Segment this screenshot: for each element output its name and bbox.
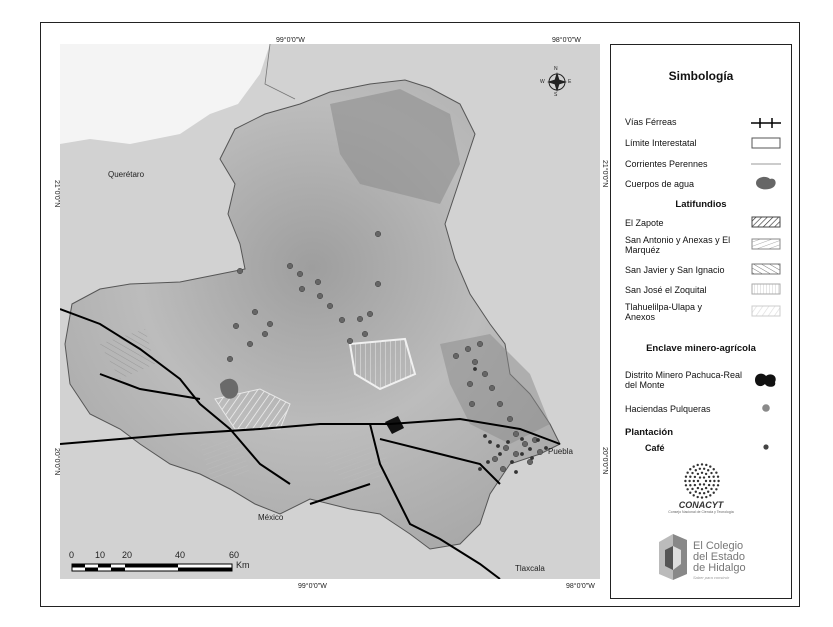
hacienda-point: [477, 341, 483, 347]
legend-limite-label: Límite Interestatal: [625, 138, 697, 148]
stream-symbol-icon: [751, 161, 781, 167]
hacienda-point: [375, 281, 381, 287]
zapote-pattern-icon: [751, 216, 781, 228]
colegio-tagline: Saber para construir: [693, 575, 730, 580]
scale-bar: [72, 564, 232, 571]
scale-label: 0: [69, 550, 75, 560]
coord-left-top: 21°0'0"N: [53, 180, 60, 208]
hacienda-point: [327, 303, 333, 309]
hacienda-point: [507, 416, 513, 422]
legend-cafe-label: Café: [645, 443, 665, 453]
legend-vias-label: Vías Férreas: [625, 117, 677, 127]
cafe-point: [483, 434, 487, 438]
conacyt-logo-text: CONACYT: [678, 500, 724, 510]
hacienda-point: [500, 466, 506, 472]
legend-san-jose-label: San José el Zoquital: [625, 285, 707, 295]
legend-san-javier-label: San Javier y San Ignacio: [625, 265, 725, 275]
coord-top-left: 99°0'0"W: [276, 37, 305, 44]
cafe-point: [530, 456, 534, 460]
conacyt-tagline: Consejo Nacional de Ciencia y Tecnología: [668, 510, 734, 514]
legend-title: Simbología: [668, 69, 734, 83]
map-canvas: [60, 44, 600, 579]
legend-panel: [610, 44, 792, 599]
hacienda-point: [527, 459, 533, 465]
coord-right-top: 21°0'0"N: [601, 160, 608, 188]
cafe-point: [486, 460, 490, 464]
hacienda-point: [252, 309, 258, 315]
hacienda-point: [297, 271, 303, 277]
legend-haciendas-label: Haciendas Pulqueras: [625, 404, 711, 414]
hacienda-point: [362, 331, 368, 337]
legend-latifundios-heading: Latifundios: [675, 199, 727, 210]
san-antonio-pattern-icon: [751, 238, 781, 250]
cafe-point: [478, 467, 482, 471]
cafe-dot-icon: [762, 443, 770, 451]
hacienda-point: [489, 385, 495, 391]
label-mexico: México: [258, 513, 284, 522]
tlahuelilpa-pattern-icon: [751, 305, 781, 317]
map-area: [60, 44, 600, 579]
hacienda-point: [453, 353, 459, 359]
scale-label: 10: [95, 550, 106, 560]
label-puebla: Puebla: [548, 447, 573, 456]
compass-n: N: [554, 66, 558, 72]
scale-label: 20: [122, 550, 133, 560]
cafe-point: [473, 367, 477, 371]
coord-left-bottom: 20°0'0"N: [53, 448, 60, 476]
coord-bottom-left: 99°0'0"W: [298, 583, 327, 590]
hacienda-point: [375, 231, 381, 237]
legend-tlahuelilpa-label: Tlahuelilpa-Ulapa y Anexos: [625, 302, 703, 322]
cafe-point: [510, 460, 514, 464]
legend-zapote-label: El Zapote: [625, 218, 664, 228]
hacienda-point: [467, 381, 473, 387]
cafe-point: [514, 470, 518, 474]
cafe-point: [536, 438, 540, 442]
colegio-line1: El Colegio: [693, 540, 744, 552]
hacienda-point: [503, 445, 509, 451]
hacienda-point: [247, 341, 253, 347]
scale-label: 40: [175, 550, 186, 560]
hacienda-point: [472, 359, 478, 365]
colegio-line3: de Hidalgo: [693, 562, 746, 574]
hacienda-point: [267, 321, 273, 327]
hacienda-point: [522, 441, 528, 447]
label-queretaro: Querétaro: [108, 170, 145, 179]
mining-district-symbol-icon: [753, 371, 779, 389]
compass-s: S: [554, 92, 558, 98]
cafe-point: [498, 452, 502, 456]
legend-enclave-heading: Enclave minero-agrícola: [646, 343, 756, 354]
legend-distrito-label: Distrito Minero Pachuca-Real del Monte: [625, 370, 743, 390]
coord-bottom-right: 98°0'0"W: [566, 583, 595, 590]
legend-cuerpos-label: Cuerpos de agua: [625, 179, 695, 189]
hacienda-point: [317, 293, 323, 299]
hacienda-point: [469, 401, 475, 407]
hacienda-point: [347, 338, 353, 344]
hacienda-point: [513, 431, 519, 437]
cafe-point: [506, 440, 510, 444]
hacienda-point: [287, 263, 293, 269]
hacienda-point: [492, 456, 498, 462]
hacienda-point: [537, 449, 543, 455]
scale-unit: Km: [236, 560, 250, 570]
hacienda-point: [357, 316, 363, 322]
water-body-symbol-icon: [754, 175, 778, 191]
hacienda-dot-icon: [761, 403, 771, 413]
hacienda-point: [237, 268, 243, 274]
hacienda-point: [367, 311, 373, 317]
hacienda-point: [497, 401, 503, 407]
label-tlaxcala: Tlaxcala: [515, 564, 545, 573]
compass-e: E: [568, 79, 572, 85]
hacienda-point: [465, 346, 471, 352]
colegio-line2: del Estado: [693, 551, 745, 563]
coord-right-bottom: 20°0'0"N: [601, 447, 608, 475]
conacyt-logo-icon: [684, 463, 720, 499]
hacienda-point: [339, 317, 345, 323]
hacienda-point: [513, 451, 519, 457]
hacienda-point: [299, 286, 305, 292]
cafe-point: [496, 444, 500, 448]
san-javier-pattern-icon: [751, 263, 781, 275]
hacienda-point: [482, 371, 488, 377]
coord-top-right: 98°0'0"W: [552, 37, 581, 44]
compass-w: W: [540, 79, 545, 85]
san-jose-pattern-icon: [751, 283, 781, 295]
cafe-point: [528, 447, 532, 451]
cafe-point: [488, 440, 492, 444]
scale-label: 60: [229, 550, 240, 560]
hacienda-point: [227, 356, 233, 362]
hacienda-point: [262, 331, 268, 337]
cafe-point: [520, 452, 524, 456]
railway-symbol-icon: [751, 117, 781, 129]
cafe-point: [520, 437, 524, 441]
hacienda-point: [315, 279, 321, 285]
hacienda-point: [233, 323, 239, 329]
boundary-symbol-icon: [751, 137, 781, 149]
legend-san-antonio-label: San Antonio y Anexas y El Marquéz: [625, 235, 731, 255]
colegio-logo-icon: [655, 530, 691, 582]
legend-plantacion-heading: Plantación: [625, 427, 674, 438]
legend-corrientes-label: Corrientes Perennes: [625, 159, 708, 169]
